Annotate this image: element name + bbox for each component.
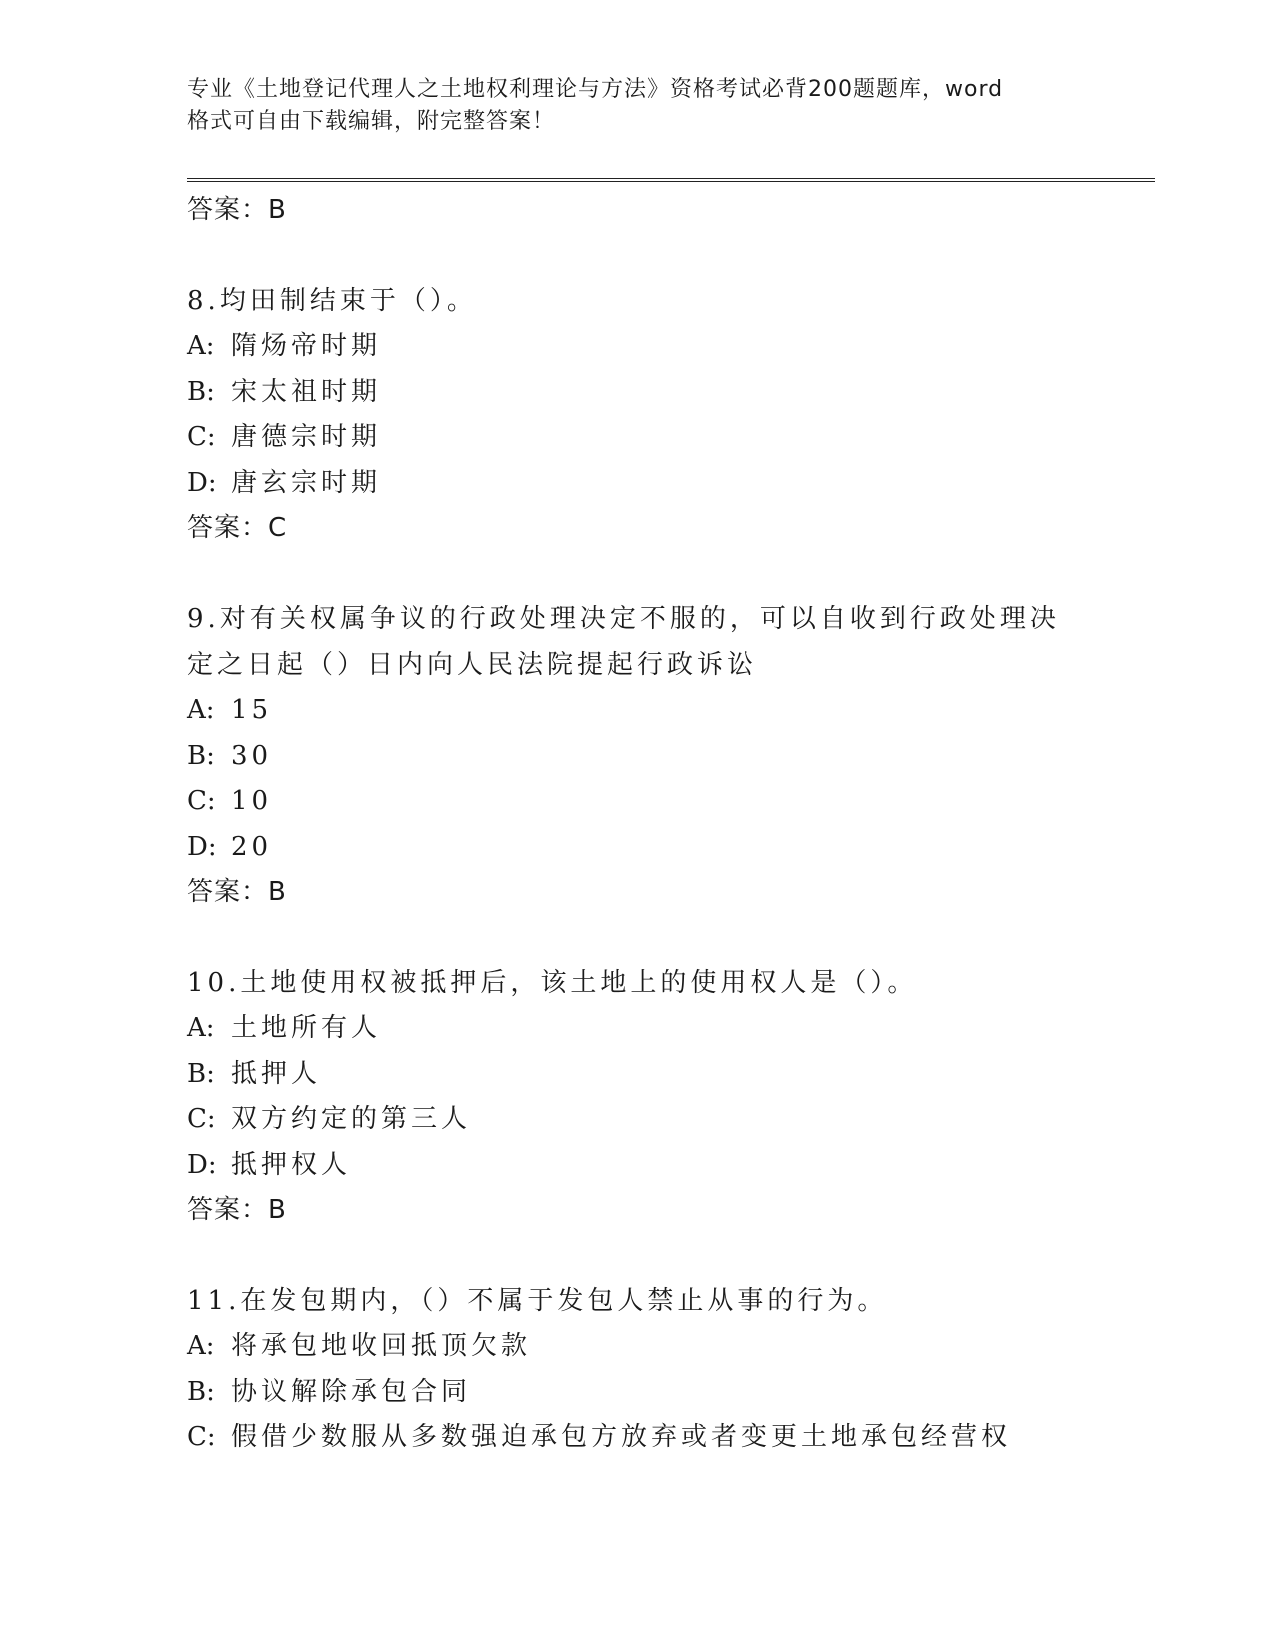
answer-value: B xyxy=(268,877,287,907)
option-text: 抵押权人 xyxy=(231,1149,352,1180)
option-d xyxy=(187,825,1087,871)
question-text xyxy=(187,1278,1087,1324)
answer-value: C xyxy=(268,513,288,543)
option-key: B: xyxy=(187,376,215,407)
question-number: 8. xyxy=(187,286,220,316)
option-key: A: xyxy=(187,1331,215,1361)
option-text: 双方约定的第三人 xyxy=(231,1104,472,1134)
answer-prefix: 答案： xyxy=(187,1195,269,1225)
option-text: 宋太祖时期 xyxy=(231,376,382,407)
question-stem: 土地使用权被抵押后，该土地上的使用权人是（）。 xyxy=(240,968,918,998)
option-c xyxy=(187,415,1087,461)
option-c xyxy=(187,779,1087,825)
question-stem: 对有关权属争议的行政处理决定不服的，可以自收到行政处理决定之日起（）日内向人民法院提起行政诉讼 xyxy=(187,604,1060,680)
option-text: 将承包地收回抵顶欠款 xyxy=(231,1331,532,1361)
option-text: 土地所有人 xyxy=(231,1013,382,1043)
option-text: 10 xyxy=(231,786,273,816)
option-text: 唐玄宗时期 xyxy=(231,467,382,498)
question-block xyxy=(187,278,1087,551)
answer-prefix: 答案： xyxy=(187,877,269,907)
answer-value: B xyxy=(268,1195,287,1225)
answer-prefix: 答案： xyxy=(187,513,269,543)
question-text xyxy=(187,596,1087,688)
option-d xyxy=(187,1143,1087,1189)
option-key: A: xyxy=(187,1013,215,1043)
previous-answer xyxy=(187,188,1087,233)
question-number: 10. xyxy=(187,968,241,998)
option-text: 20 xyxy=(231,831,273,862)
option-text: 唐德宗时期 xyxy=(231,422,382,452)
option-text: 协议解除承包合同 xyxy=(231,1376,472,1407)
option-a xyxy=(187,324,1087,370)
question-text xyxy=(187,960,1087,1006)
option-key: A: xyxy=(187,331,215,361)
header-divider xyxy=(187,178,1155,182)
question-answer xyxy=(187,870,1087,915)
option-text: 隋炀帝时期 xyxy=(231,331,382,361)
option-c xyxy=(187,1097,1087,1143)
option-a xyxy=(187,688,1087,734)
question-stem: 均田制结束于（）。 xyxy=(219,286,477,316)
option-key: B: xyxy=(187,1376,215,1407)
header-line-1: 专业《土地登记代理人之土地权利理论与方法》资格考试必背200题题库，word xyxy=(187,77,1004,102)
option-key: D: xyxy=(187,467,217,498)
option-b xyxy=(187,370,1087,416)
question-answer xyxy=(187,1188,1087,1233)
question-number: 9. xyxy=(187,604,220,634)
option-key: C: xyxy=(187,786,216,816)
option-b xyxy=(187,1370,1087,1416)
spacer xyxy=(187,551,1087,596)
question-block xyxy=(187,1278,1087,1461)
question-block xyxy=(187,596,1087,915)
option-d xyxy=(187,461,1087,507)
spacer xyxy=(187,915,1087,960)
option-text: 30 xyxy=(231,740,273,771)
question-block xyxy=(187,960,1087,1233)
answer-value: B xyxy=(268,195,287,225)
question-number: 11. xyxy=(187,1286,241,1316)
option-text: 15 xyxy=(231,695,273,725)
option-c xyxy=(187,1415,1087,1461)
answer-prefix: 答案： xyxy=(187,195,269,225)
question-text xyxy=(187,278,1087,324)
option-text: 抵押人 xyxy=(231,1058,322,1089)
option-b xyxy=(187,1052,1087,1098)
question-list xyxy=(187,188,1087,1461)
option-b xyxy=(187,734,1087,780)
option-key: C: xyxy=(187,422,216,452)
spacer xyxy=(187,233,1087,278)
document-header xyxy=(187,74,1067,138)
option-key: C: xyxy=(187,1422,216,1452)
option-key: D: xyxy=(187,831,217,862)
option-key: B: xyxy=(187,740,215,771)
option-key: A: xyxy=(187,695,215,725)
option-key: C: xyxy=(187,1104,216,1134)
option-a xyxy=(187,1324,1087,1370)
option-text: 假借少数服从多数强迫承包方放弃或者变更土地承包经营权 xyxy=(231,1422,1012,1452)
header-line-2: 格式可自由下载编辑，附完整答案！ xyxy=(187,109,556,134)
question-stem: 在发包期内，（）不属于发包人禁止从事的行为。 xyxy=(240,1286,888,1316)
option-a xyxy=(187,1006,1087,1052)
option-key: B: xyxy=(187,1058,215,1089)
option-key: D: xyxy=(187,1149,217,1180)
spacer xyxy=(187,1233,1087,1278)
question-answer xyxy=(187,506,1087,551)
